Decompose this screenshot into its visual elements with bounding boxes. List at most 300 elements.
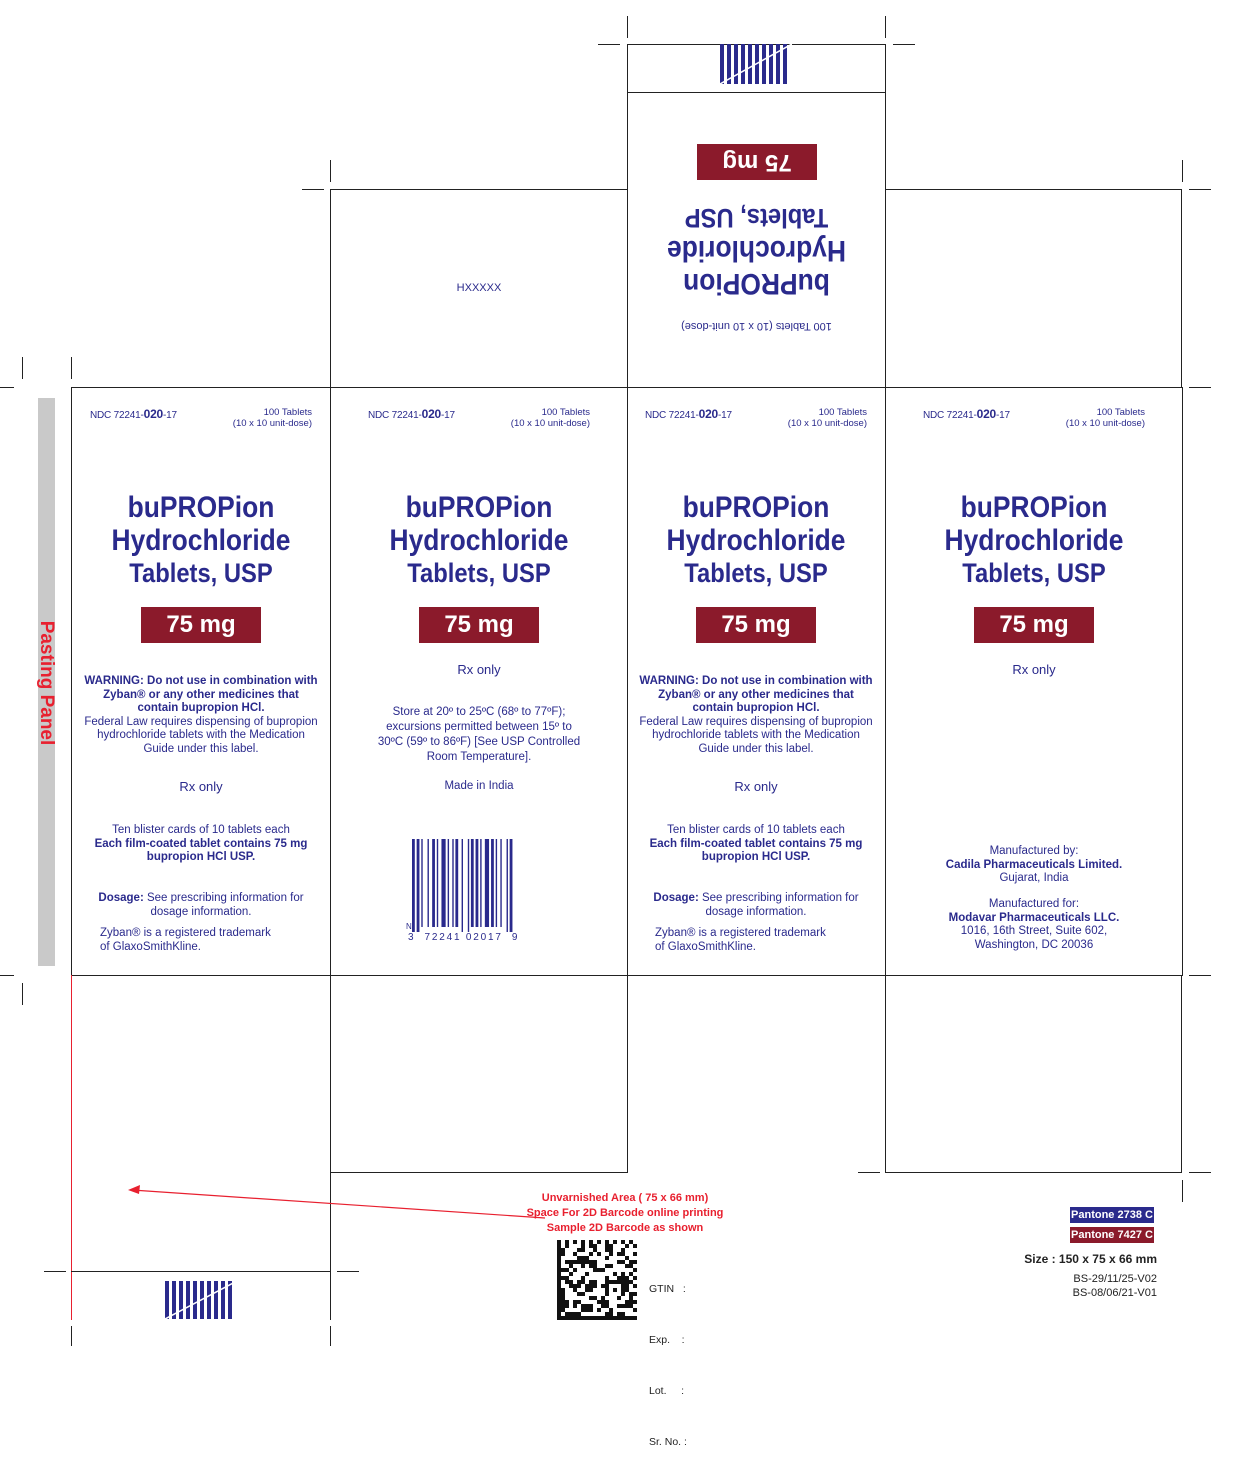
product-name: buPROPion Hydrochloride Tablets, USP <box>389 491 569 588</box>
datamatrix-cell <box>601 1268 605 1272</box>
datamatrix-cell <box>557 1292 561 1296</box>
barcode-bar <box>452 839 453 927</box>
datamatrix-cell <box>605 1304 609 1308</box>
datamatrix-cell <box>557 1308 561 1312</box>
datamatrix-cell <box>609 1264 613 1268</box>
crop-mark <box>22 357 23 379</box>
rx-only: Rx only <box>1012 662 1056 677</box>
datamatrix-cell <box>557 1280 561 1284</box>
crop-mark <box>1189 1172 1211 1173</box>
product-name: buPROPion Hydrochloride Tablets, USP <box>111 491 291 588</box>
datamatrix-cell <box>605 1244 609 1248</box>
datamatrix-cell <box>625 1276 629 1280</box>
barcode-bar <box>510 839 513 939</box>
crop-mark <box>71 357 72 379</box>
barcode-bar <box>476 839 479 927</box>
datamatrix-cell <box>625 1304 629 1308</box>
datamatrix-cell <box>605 1280 609 1284</box>
datamatrix-cell <box>577 1300 581 1304</box>
barcode-bar <box>468 839 469 939</box>
datamatrix-cell <box>629 1240 633 1244</box>
manufacturer-info: Manufactured by: Cadila Pharmaceuticals Limited. Gujarat, India <box>945 845 1123 884</box>
datamatrix-cell <box>633 1300 637 1304</box>
datamatrix-cell <box>605 1292 609 1296</box>
datamatrix-cell <box>633 1244 637 1248</box>
barcode-digits: 3 72241 02017 9 <box>408 932 520 943</box>
datamatrix-cell <box>557 1304 561 1308</box>
barcode-bar <box>448 839 449 927</box>
datamatrix-cell <box>585 1284 589 1288</box>
fold-line-2 <box>330 387 331 976</box>
datamatrix-cell <box>589 1244 593 1248</box>
trademark-note: Zyban® is a registered trademark of GlaxoSmithKline. <box>655 927 826 953</box>
crop-mark <box>71 1326 72 1346</box>
crop-mark <box>330 160 331 182</box>
datamatrix-cell <box>589 1280 593 1284</box>
top-flap-fold <box>627 92 886 93</box>
datamatrix-cell <box>585 1304 589 1308</box>
datamatrix-cell <box>593 1264 597 1268</box>
blister-info: Ten blister cards of 10 tablets each Each film-coated tablet contains 75 mg bupropion HCl USP. <box>649 824 863 863</box>
product-name: buPROPion Hydrochloride Tablets, USP <box>944 491 1124 588</box>
datamatrix-cell <box>573 1260 577 1264</box>
upc-barcode <box>412 839 547 944</box>
exp-field: Exp. : <box>649 1334 685 1346</box>
crop-mark <box>0 387 14 388</box>
datamatrix-cell <box>565 1240 569 1244</box>
datamatrix-cell <box>581 1264 585 1268</box>
pantone-swatch-red: Pantone 7427 C <box>1071 1229 1153 1241</box>
pantone-swatch-blue: Pantone 2738 C <box>1071 1209 1153 1221</box>
datamatrix-cell <box>621 1304 625 1308</box>
dust-flap-code: HXXXXX <box>456 282 502 294</box>
datamatrix-cell <box>625 1288 629 1292</box>
barcode-n: N <box>406 922 412 931</box>
datamatrix-cell <box>581 1260 585 1264</box>
bottom-flap-fold <box>71 1271 330 1272</box>
datamatrix-cell <box>625 1264 629 1268</box>
datamatrix-cell <box>569 1264 573 1268</box>
datamatrix-cell <box>589 1304 593 1308</box>
datamatrix-cell <box>565 1280 569 1284</box>
datamatrix-cell <box>585 1256 589 1260</box>
datamatrix-cell <box>605 1248 609 1252</box>
datamatrix-cell <box>625 1316 629 1320</box>
datamatrix-cell <box>617 1304 621 1308</box>
barcode-bar <box>462 839 463 939</box>
warning-text: WARNING: Do not use in combination with Zyban® or any other medicines that contain bupropion HCl. Federal Law requires dispensing of bupropion hydrochloride tablets with the Medication Guide under this label. <box>84 675 318 755</box>
barcode-bar <box>507 839 508 939</box>
datamatrix-cell <box>609 1316 613 1320</box>
barcode-bar <box>496 839 497 927</box>
crop-mark <box>885 16 886 38</box>
datamatrix-cell <box>593 1260 597 1264</box>
datamatrix-cell <box>577 1284 581 1288</box>
bottom-flap-red-edge <box>71 975 72 1320</box>
datamatrix-cell <box>609 1244 613 1248</box>
tablet-count: 100 Tablets (10 x 10 unit-dose) <box>1065 407 1145 429</box>
blister-info: Ten blister cards of 10 tablets each Each film-coated tablet contains 75 mg bupropion HCl USP. <box>94 824 308 863</box>
barcode-bar <box>432 839 435 927</box>
top-flap-name-line2: Hydrochloride <box>667 234 846 267</box>
distributor-info: Manufactured for: Modavar Pharmaceuticals LLC. 1016, 16th Street, Suite 602, Washington, DC 20036 <box>948 898 1120 951</box>
top-flap-content <box>627 140 886 340</box>
datamatrix-cell <box>589 1288 593 1292</box>
datamatrix-cell <box>581 1248 585 1252</box>
crop-mark <box>1182 160 1183 182</box>
crop-mark <box>1189 387 1211 388</box>
rx-only: Rx only <box>457 662 501 677</box>
datamatrix-cell <box>613 1288 617 1292</box>
datamatrix-cell <box>613 1280 617 1284</box>
datamatrix-cell <box>589 1284 593 1288</box>
crop-mark <box>44 1271 66 1272</box>
datamatrix-cell <box>605 1256 609 1260</box>
pointer-arrow <box>120 1180 550 1230</box>
datamatrix-cell <box>589 1316 593 1320</box>
datamatrix-cell <box>589 1308 593 1312</box>
dust-flap-right <box>885 189 1182 388</box>
top-flap-name-line1: buPROPion <box>683 267 830 300</box>
datamatrix-cell <box>601 1284 605 1288</box>
version-codes <box>1073 1272 1157 1300</box>
datamatrix-cell <box>557 1244 561 1248</box>
datamatrix-cell <box>601 1316 605 1320</box>
datamatrix-cell <box>569 1312 573 1316</box>
datamatrix-cell <box>581 1316 585 1320</box>
top-flap-name-line3: Tablets, USP <box>684 203 829 233</box>
front-panel-2 <box>350 387 608 975</box>
datamatrix-cell <box>569 1272 573 1276</box>
datamatrix-cell <box>617 1280 621 1284</box>
pasting-panel-label: Pasting Panel <box>36 620 57 746</box>
datamatrix-cell <box>621 1292 625 1296</box>
crop-mark <box>598 44 620 45</box>
datamatrix-cell <box>633 1276 637 1280</box>
datamatrix-cell <box>633 1260 637 1264</box>
datamatrix-cell <box>617 1260 621 1264</box>
datamatrix-cell <box>577 1312 581 1316</box>
datamatrix-cell <box>561 1304 565 1308</box>
datamatrix-cell <box>573 1312 577 1316</box>
datamatrix-cell <box>593 1284 597 1288</box>
datamatrix-cell <box>573 1240 577 1244</box>
datamatrix-cell <box>597 1308 601 1312</box>
datamatrix-cell <box>561 1296 565 1300</box>
datamatrix-cell <box>617 1252 621 1256</box>
datamatrix-cell <box>569 1316 573 1320</box>
datamatrix-cell <box>557 1268 561 1272</box>
datamatrix-cell <box>621 1316 625 1320</box>
datamatrix-cell <box>557 1312 561 1316</box>
barcode-bar <box>441 839 445 927</box>
datamatrix-cell <box>593 1296 597 1300</box>
tablet-count: 100 Tablets (10 x 10 unit-dose) <box>232 407 312 429</box>
datamatrix-cell <box>629 1264 633 1268</box>
datamatrix-cell <box>557 1284 561 1288</box>
datamatrix-cell <box>597 1240 601 1244</box>
datamatrix-cell <box>621 1272 625 1276</box>
datamatrix-cell <box>621 1288 625 1292</box>
unvarnished-line2: Space For 2D Barcode online printing <box>526 1207 724 1219</box>
datamatrix-cell <box>633 1308 637 1312</box>
rx-only: Rx only <box>179 779 223 794</box>
datamatrix-cell <box>625 1300 629 1304</box>
datamatrix-cell <box>581 1304 585 1308</box>
tablet-count: 100 Tablets (10 x 10 unit-dose) <box>787 407 867 429</box>
datamatrix-cell <box>605 1276 609 1280</box>
datamatrix-cell <box>625 1256 629 1260</box>
unvarnished-note <box>500 1191 750 1236</box>
barcode-bar <box>412 839 415 939</box>
datamatrix-cell <box>629 1296 633 1300</box>
datamatrix-cell <box>577 1248 581 1252</box>
datamatrix-cell <box>609 1280 613 1284</box>
gtin-field: GTIN : <box>649 1283 686 1295</box>
top-color-bar <box>720 44 787 84</box>
datamatrix-cell <box>605 1300 609 1304</box>
datamatrix-cell <box>625 1280 629 1284</box>
barcode-bar <box>471 839 474 927</box>
warning-text: WARNING: Do not use in combination with Zyban® or any other medicines that contain bupropion HCl. Federal Law requires dispensing of bupropion hydrochloride tablets with the Medication Guide under this label. <box>639 675 873 755</box>
version-2: BS-08/06/21-V01 <box>1072 1287 1157 1299</box>
datamatrix-cell <box>569 1284 573 1288</box>
datamatrix-cell <box>561 1276 565 1280</box>
ndc-code: NDC 72241-020-17 <box>645 407 732 421</box>
datamatrix-cell <box>601 1300 605 1304</box>
datamatrix-cell <box>565 1260 569 1264</box>
datamatrix-cell <box>593 1316 597 1320</box>
product-name: buPROPion Hydrochloride Tablets, USP <box>666 491 846 588</box>
version-1: BS-29/11/25-V02 <box>1073 1273 1157 1285</box>
datamatrix-cell <box>557 1248 561 1252</box>
datamatrix-cell <box>629 1260 633 1264</box>
datamatrix-cell <box>605 1312 609 1316</box>
datamatrix-cell <box>561 1252 565 1256</box>
datamatrix-cell <box>629 1316 633 1320</box>
datamatrix-cell <box>561 1268 565 1272</box>
datamatrix-cell <box>609 1248 613 1252</box>
datamatrix-cell <box>585 1308 589 1312</box>
datamatrix-cell <box>589 1252 593 1256</box>
datamatrix-cell <box>613 1316 617 1320</box>
ndc-code: NDC 72241-020-17 <box>90 407 177 421</box>
fold-line-5 <box>1182 387 1183 976</box>
datamatrix-cell <box>597 1316 601 1320</box>
crop-mark <box>0 975 14 976</box>
datamatrix-cell <box>565 1316 569 1320</box>
datamatrix-cell <box>617 1312 621 1316</box>
tablet-count: 100 Tablets (10 x 10 unit-dose) <box>510 407 590 429</box>
datamatrix-cell <box>597 1268 601 1272</box>
bottom-color-bar <box>165 1281 232 1319</box>
datamatrix-cell <box>577 1280 581 1284</box>
datamatrix-cell <box>617 1316 621 1320</box>
crop-mark <box>1189 189 1211 190</box>
serial-field: Sr. No. : <box>649 1436 687 1448</box>
datamatrix-cell <box>573 1252 577 1256</box>
datamatrix-cell <box>581 1280 585 1284</box>
datamatrix-cell <box>577 1292 581 1296</box>
crop-mark <box>302 189 324 190</box>
barcode-bar <box>480 839 481 927</box>
rx-only: Rx only <box>734 779 778 794</box>
datamatrix-cell <box>609 1312 613 1316</box>
crop-mark <box>1182 1180 1183 1202</box>
datamatrix-cell <box>573 1284 577 1288</box>
datamatrix-cell <box>621 1284 625 1288</box>
crop-mark <box>337 1271 359 1272</box>
crop-mark <box>893 44 915 45</box>
barcode-bar <box>491 839 494 927</box>
barcode-bar <box>417 839 420 939</box>
datamatrix-cell <box>557 1316 561 1320</box>
datamatrix-cell <box>581 1292 585 1296</box>
datamatrix-cell <box>557 1300 561 1304</box>
datamatrix-cell <box>597 1252 601 1256</box>
barcode-bar <box>428 839 429 927</box>
datamatrix-cell <box>565 1276 569 1280</box>
crop-mark <box>1189 975 1211 976</box>
datamatrix-cell <box>589 1264 593 1268</box>
unvarnished-line1: Unvarnished Area ( 75 x 66 mm) <box>541 1192 709 1204</box>
unvarnished-line3: Sample 2D Barcode as shown <box>546 1222 704 1234</box>
datamatrix-cell <box>561 1308 565 1312</box>
top-flap-strength: 75 mg <box>697 144 817 180</box>
datamatrix-cell <box>597 1300 601 1304</box>
datamatrix-cell <box>585 1272 589 1276</box>
datamatrix-cell <box>633 1252 637 1256</box>
datamatrix-cell <box>557 1288 561 1292</box>
strength-badge: 75 mg <box>141 607 261 643</box>
datamatrix-cell <box>557 1272 561 1276</box>
bottom-flap-right <box>885 975 1182 1173</box>
datamatrix-cell <box>557 1240 561 1244</box>
datamatrix-cell <box>557 1252 561 1256</box>
strength-badge: 75 mg <box>974 607 1094 643</box>
trademark-note: Zyban® is a registered trademark of GlaxoSmithKline. <box>100 927 271 953</box>
datamatrix-cell <box>581 1308 585 1312</box>
datamatrix-cell <box>605 1264 609 1268</box>
datamatrix-2d-barcode <box>557 1240 641 1320</box>
bottom-flap-edge <box>330 975 331 1320</box>
datamatrix-cell <box>573 1316 577 1320</box>
top-flap-count: 100 Tablets (10 x 10 unit-dose) <box>681 320 832 332</box>
ndc-code: NDC 72241-020-17 <box>368 407 455 421</box>
datamatrix-cell <box>573 1268 577 1272</box>
datamatrix-cell <box>585 1260 589 1264</box>
datamatrix-cell <box>581 1276 585 1280</box>
datamatrix-cell <box>625 1244 629 1248</box>
datamatrix-cell <box>577 1316 581 1320</box>
datamatrix-cell <box>557 1264 561 1268</box>
dosage-info: Dosage: See prescribing information for dosage information. <box>98 892 304 918</box>
datamatrix-cell <box>561 1292 565 1296</box>
datamatrix-cell <box>565 1268 569 1272</box>
bottom-flap-left <box>330 975 628 1173</box>
datamatrix-cell <box>561 1248 565 1252</box>
datamatrix-cell <box>569 1260 573 1264</box>
front-panel-1 <box>72 387 330 975</box>
datamatrix-cell <box>593 1248 597 1252</box>
datamatrix-cell <box>601 1296 605 1300</box>
datamatrix-cell <box>613 1240 617 1244</box>
datamatrix-cell <box>573 1288 577 1292</box>
datamatrix-cell <box>565 1300 569 1304</box>
datamatrix-cell <box>593 1280 597 1284</box>
datamatrix-cell <box>589 1296 593 1300</box>
datamatrix-cell <box>573 1304 577 1308</box>
datamatrix-cell <box>581 1256 585 1260</box>
datamatrix-cell <box>621 1260 625 1264</box>
datamatrix-fields <box>649 1247 687 1468</box>
datamatrix-cell <box>589 1240 593 1244</box>
datamatrix-cell <box>609 1252 613 1256</box>
datamatrix-cell <box>577 1256 581 1260</box>
datamatrix-cell <box>621 1312 625 1316</box>
fold-line-4 <box>885 387 886 976</box>
datamatrix-cell <box>561 1300 565 1304</box>
carton-size: Size : 150 x 75 x 66 mm <box>1024 1252 1157 1266</box>
barcode-bar <box>437 839 438 927</box>
datamatrix-cell <box>557 1260 561 1264</box>
crop-mark <box>858 1172 880 1173</box>
datamatrix-cell <box>621 1276 625 1280</box>
strength-badge: 75 mg <box>419 607 539 643</box>
datamatrix-cell <box>569 1280 573 1284</box>
datamatrix-cell <box>605 1284 609 1288</box>
datamatrix-cell <box>629 1272 633 1276</box>
datamatrix-cell <box>609 1308 613 1312</box>
datamatrix-cell <box>613 1272 617 1276</box>
datamatrix-cell <box>565 1244 569 1248</box>
crop-mark <box>330 1326 331 1346</box>
datamatrix-cell <box>633 1284 637 1288</box>
datamatrix-cell <box>601 1304 605 1308</box>
barcode-bar <box>500 839 501 927</box>
datamatrix-cell <box>621 1248 625 1252</box>
datamatrix-cell <box>605 1288 609 1292</box>
dosage-info: Dosage: See prescribing information for dosage information. <box>653 892 859 918</box>
barcode-bar <box>421 839 422 927</box>
datamatrix-cell <box>557 1256 561 1260</box>
front-panel-4 <box>905 387 1163 975</box>
datamatrix-cell <box>581 1240 585 1244</box>
datamatrix-cell <box>629 1280 633 1284</box>
top-flap-product-name <box>643 201 871 300</box>
datamatrix-cell <box>617 1276 621 1280</box>
ndc-code: NDC 72241-020-17 <box>923 407 1010 421</box>
lot-field: Lot. : <box>649 1385 685 1397</box>
datamatrix-cell <box>633 1292 637 1296</box>
datamatrix-cell <box>621 1280 625 1284</box>
datamatrix-cell <box>573 1300 577 1304</box>
datamatrix-cell <box>629 1292 633 1296</box>
datamatrix-cell <box>625 1284 629 1288</box>
datamatrix-cell <box>561 1316 565 1320</box>
datamatrix-cell <box>585 1316 589 1320</box>
datamatrix-cell <box>633 1268 637 1272</box>
datamatrix-cell <box>581 1244 585 1248</box>
crop-mark <box>627 16 628 38</box>
datamatrix-cell <box>593 1244 597 1248</box>
datamatrix-cell <box>605 1240 609 1244</box>
datamatrix-cell <box>565 1312 569 1316</box>
datamatrix-cell <box>621 1240 625 1244</box>
datamatrix-cell <box>577 1260 581 1264</box>
datamatrix-cell <box>561 1288 565 1292</box>
strength-badge: 75 mg <box>696 607 816 643</box>
